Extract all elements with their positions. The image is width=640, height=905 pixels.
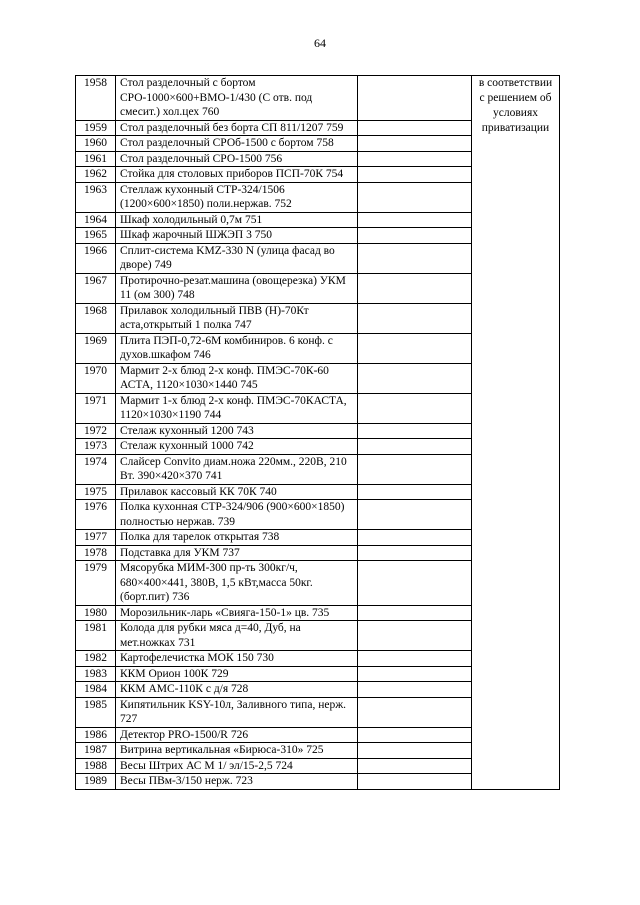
row-number: 1958 — [76, 76, 116, 121]
item-description: Стелаж кухонный 1200 743 — [116, 423, 358, 439]
empty-cell — [358, 76, 472, 121]
empty-cell — [358, 454, 472, 484]
empty-cell — [358, 530, 472, 546]
item-description: Картофелечистка МОК 150 730 — [116, 651, 358, 667]
item-description: Подставка для УКМ 737 — [116, 545, 358, 561]
row-number: 1971 — [76, 393, 116, 423]
empty-cell — [358, 393, 472, 423]
item-description: Весы ПВм-3/150 нерж. 723 — [116, 774, 358, 790]
row-number: 1960 — [76, 136, 116, 152]
empty-cell — [358, 423, 472, 439]
row-number: 1989 — [76, 774, 116, 790]
item-description: Стол разделочный СРОб-1500 с бортом 758 — [116, 136, 358, 152]
empty-cell — [358, 697, 472, 727]
empty-cell — [358, 439, 472, 455]
item-description: Детектор PRO-1500/R 726 — [116, 727, 358, 743]
item-description: Шкаф холодильный 0,7м 751 — [116, 212, 358, 228]
row-number: 1988 — [76, 758, 116, 774]
row-number: 1980 — [76, 605, 116, 621]
empty-cell — [358, 621, 472, 651]
table-row — [76, 76, 560, 121]
row-number: 1959 — [76, 120, 116, 136]
row-number: 1966 — [76, 243, 116, 273]
item-description: Морозильник-ларь «Свияга-150-1» цв. 735 — [116, 605, 358, 621]
row-number: 1984 — [76, 682, 116, 698]
row-number: 1968 — [76, 303, 116, 333]
item-description: Витрина вертикальная «Бирюса-310» 725 — [116, 743, 358, 759]
inventory-table-body — [76, 76, 560, 790]
item-description: Сплит-система KMZ-330 N (улица фасад во дворе) 749 — [116, 243, 358, 273]
item-description: Шкаф жарочный ШЖЭП 3 750 — [116, 228, 358, 244]
row-number: 1965 — [76, 228, 116, 244]
privatization-note: в соответствии с решением об условиях приватизации — [472, 76, 560, 790]
empty-cell — [358, 228, 472, 244]
empty-cell — [358, 243, 472, 273]
item-description: Плита ПЭП-0,72-6М комбиниров. 6 конф. с духов.шкафом 746 — [116, 333, 358, 363]
item-description: Стол разделочный СРО-1500 756 — [116, 151, 358, 167]
empty-cell — [358, 743, 472, 759]
item-description: Полка кухонная СТР-324/906 (900×600×1850) полностью нержав. 739 — [116, 500, 358, 530]
empty-cell — [358, 120, 472, 136]
item-description: Колода для рубки мяса д=40, Дуб, на мет.ножках 731 — [116, 621, 358, 651]
empty-cell — [358, 666, 472, 682]
row-number: 1982 — [76, 651, 116, 667]
row-number: 1978 — [76, 545, 116, 561]
row-number: 1983 — [76, 666, 116, 682]
empty-cell — [358, 651, 472, 667]
empty-cell — [358, 545, 472, 561]
empty-cell — [358, 561, 472, 606]
row-number: 1987 — [76, 743, 116, 759]
item-description: Мармит 2-х блюд 2-х конф. ПМЭС-70К-60 АСТА, 1120×1030×1440 745 — [116, 363, 358, 393]
empty-cell — [358, 333, 472, 363]
row-number: 1979 — [76, 561, 116, 606]
item-description: Кипятильник KSY-10л, Заливного типа, нерж. 727 — [116, 697, 358, 727]
empty-cell — [358, 774, 472, 790]
empty-cell — [358, 303, 472, 333]
row-number: 1975 — [76, 484, 116, 500]
row-number: 1981 — [76, 621, 116, 651]
item-description: ККМ АМС-110К с д/я 728 — [116, 682, 358, 698]
empty-cell — [358, 182, 472, 212]
row-number: 1962 — [76, 167, 116, 183]
empty-cell — [358, 484, 472, 500]
item-description: Слайсер Convito диам.ножа 220мм., 220В, 210 Вт. 390×420×370 741 — [116, 454, 358, 484]
item-description: Полка для тарелок открытая 738 — [116, 530, 358, 546]
row-number: 1970 — [76, 363, 116, 393]
empty-cell — [358, 605, 472, 621]
row-number: 1976 — [76, 500, 116, 530]
empty-cell — [358, 273, 472, 303]
page-number: 64 — [314, 36, 326, 50]
row-number: 1973 — [76, 439, 116, 455]
row-number: 1963 — [76, 182, 116, 212]
empty-cell — [358, 363, 472, 393]
empty-cell — [358, 136, 472, 152]
row-number: 1969 — [76, 333, 116, 363]
empty-cell — [358, 212, 472, 228]
empty-cell — [358, 758, 472, 774]
empty-cell — [358, 167, 472, 183]
item-description: Весы Штрих АС М 1/ эл/15-2,5 724 — [116, 758, 358, 774]
row-number: 1967 — [76, 273, 116, 303]
row-number: 1972 — [76, 423, 116, 439]
item-description: Прилавок холодильный ПВВ (Н)-70Кт аста,открытый 1 полка 747 — [116, 303, 358, 333]
row-number: 1964 — [76, 212, 116, 228]
empty-cell — [358, 151, 472, 167]
row-number: 1985 — [76, 697, 116, 727]
empty-cell — [358, 682, 472, 698]
item-description: Прилавок кассовый КК 70К 740 — [116, 484, 358, 500]
item-description: Стойка для столовых приборов ПСП-70К 754 — [116, 167, 358, 183]
row-number: 1974 — [76, 454, 116, 484]
item-description: Мармит 1-х блюд 2-х конф. ПМЭС-70КАСТА, 1120×1030×1190 744 — [116, 393, 358, 423]
item-description: Мясорубка МИМ-300 пр-ть 300кг/ч, 680×400×441, 380В, 1,5 кВт,масса 50кг.(борт.пит) 736 — [116, 561, 358, 606]
item-description: Стол разделочный без борта СП 811/1207 759 — [116, 120, 358, 136]
item-description: Стелаж кухонный 1000 742 — [116, 439, 358, 455]
item-description: Стол разделочный с бортом СРО-1000×600+ВМО-1/430 (С отв. под смесит.) хол.цех 760 — [116, 76, 358, 121]
empty-cell — [358, 500, 472, 530]
row-number: 1961 — [76, 151, 116, 167]
item-description: Стеллаж кухонный СТР-324/1506 (1200×600×1850) поли.нержав. 752 — [116, 182, 358, 212]
item-description: Протирочно-резат.машина (овощерезка) УКМ 11 (ом 300) 748 — [116, 273, 358, 303]
item-description: ККМ Орион 100К 729 — [116, 666, 358, 682]
empty-cell — [358, 727, 472, 743]
row-number: 1977 — [76, 530, 116, 546]
inventory-table — [75, 75, 560, 790]
row-number: 1986 — [76, 727, 116, 743]
